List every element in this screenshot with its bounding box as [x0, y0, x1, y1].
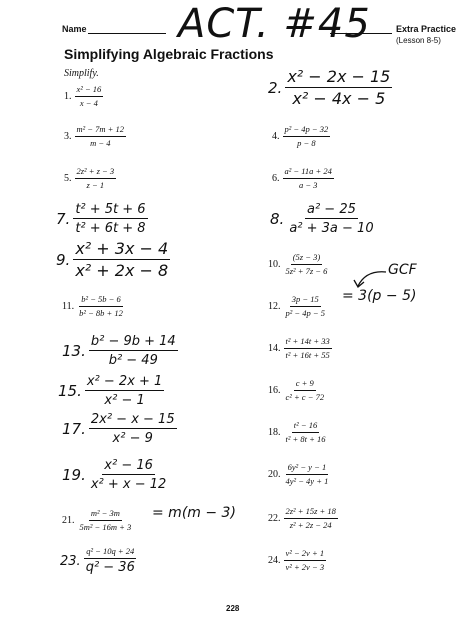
denominator: z² + 2z − 24: [289, 520, 332, 530]
problem-number: 9.: [56, 251, 71, 269]
denominator: b² − 8b + 12: [79, 308, 123, 318]
numerator: 2x² − x − 15: [90, 412, 175, 427]
problem-6: [272, 166, 334, 191]
fraction: [89, 334, 178, 368]
problem-11: [62, 294, 125, 319]
denominator: x² + 2x − 8: [75, 261, 169, 280]
problem-22: [268, 506, 338, 531]
problem-number: 5.: [64, 173, 72, 184]
problem-number: 8.: [270, 210, 285, 228]
numerator: t² + 5t + 6: [75, 202, 146, 217]
name-label: Name: [62, 24, 87, 34]
fraction: [283, 166, 334, 191]
problem-number: 6.: [272, 173, 280, 184]
problem-10: [268, 252, 329, 277]
numerator: m² − 3m: [89, 508, 122, 521]
problem-number: 22.: [268, 513, 281, 524]
numerator: c + 9: [294, 378, 316, 391]
numerator: x² − 2x − 15: [287, 67, 391, 86]
name-line: [88, 33, 166, 34]
denominator: t² + 16t + 55: [285, 350, 330, 360]
fraction: [75, 124, 127, 149]
denominator: p − 8: [297, 138, 316, 148]
problem-number: 2.: [268, 79, 283, 97]
denominator: x − 4: [79, 98, 98, 108]
fraction: [284, 506, 338, 531]
denominator: x² − 1: [104, 393, 145, 408]
fraction: [283, 124, 331, 149]
problem-number: 10.: [268, 259, 281, 270]
fraction: [287, 202, 375, 236]
problem-number: 12.: [268, 301, 281, 312]
fraction: [284, 336, 332, 361]
numerator: x² − 16: [75, 84, 104, 97]
fraction: [284, 548, 327, 573]
fraction: [73, 240, 170, 280]
problem-number: 16.: [268, 385, 281, 396]
page-heading: Simplifying Algebraic Fractions: [64, 46, 274, 62]
numerator: x² − 16: [104, 458, 153, 473]
numerator: x² + 3x − 4: [75, 239, 169, 258]
denominator: q² − 36: [85, 560, 135, 575]
numerator: a² − 25: [307, 202, 356, 217]
numerator: 6y² − y − 1: [286, 462, 329, 475]
problem-15: [58, 374, 164, 408]
denominator: x² − 9: [112, 431, 153, 446]
denominator: 5m² − 16m + 3: [79, 522, 132, 532]
numerator: t² + 14t + 33: [284, 336, 332, 349]
denominator: 4y² − 4y + 1: [285, 476, 329, 486]
problem-3: [64, 124, 126, 149]
denominator: c² + c − 72: [285, 392, 325, 402]
fraction: [78, 508, 134, 533]
numerator: a² − 11a + 24: [283, 166, 334, 179]
fraction: [285, 68, 392, 108]
handwritten-title: ACT. #45: [178, 1, 371, 47]
numerator: x² − 2x + 1: [86, 374, 163, 389]
fraction: [75, 84, 104, 109]
denominator: x² + x − 12: [90, 477, 167, 492]
fraction: [77, 294, 125, 319]
problem-number: 24.: [268, 555, 281, 566]
problem-20: [268, 462, 330, 487]
fraction: [284, 252, 330, 277]
page-number: 228: [226, 604, 240, 613]
problem-number: 14.: [268, 343, 281, 354]
problem-7: [56, 202, 148, 236]
denominator: t² + 6t + 8: [75, 221, 146, 236]
fraction: [85, 374, 164, 408]
gcf-arrow-icon: [352, 266, 388, 290]
problem-number: 11.: [62, 301, 75, 312]
problem-2: [268, 68, 392, 108]
denominator: 5z² + 7z − 6: [285, 266, 328, 276]
problem-number: 3.: [64, 131, 72, 142]
numerator: m² − 7m + 12: [75, 124, 127, 137]
fraction: [73, 202, 147, 236]
problem-number: 1.: [64, 91, 72, 102]
denominator: m − 4: [90, 138, 111, 148]
fraction: [284, 420, 328, 445]
problem-number: 4.: [272, 131, 280, 142]
problem-number: 23.: [60, 553, 81, 569]
numerator: v² − 2v + 1: [284, 548, 327, 561]
problem-13: [62, 334, 178, 368]
instruction: Simplify.: [64, 68, 99, 79]
numerator: 2z² + 15z + 18: [284, 506, 338, 519]
fraction: [89, 458, 168, 492]
denominator: p² − 4p − 5: [285, 308, 326, 318]
gcf-note: GCF: [388, 262, 417, 278]
problem-19: [62, 458, 168, 492]
fraction: [84, 546, 137, 576]
problem-number: 7.: [56, 210, 71, 228]
problem-5: [64, 166, 116, 191]
numerator: p² − 4p − 32: [283, 124, 331, 137]
problem-14: [268, 336, 332, 361]
problem-9: [56, 240, 170, 280]
problem-number: 20.: [268, 469, 281, 480]
problem-23: [60, 546, 137, 576]
problem-1: [64, 84, 103, 109]
fraction: [89, 412, 177, 446]
problem-16: [268, 378, 326, 403]
problem-24: [268, 548, 326, 573]
numerator: (5z − 3): [291, 252, 322, 265]
denominator: x² − 4x − 5: [292, 89, 386, 108]
problem-number: 18.: [268, 427, 281, 438]
problem-12: [268, 294, 327, 319]
problem-17: [62, 412, 177, 446]
answer-12: = 3(p − 5): [342, 288, 417, 304]
denominator: a² + 3a − 10: [289, 221, 374, 236]
numerator: 2z² + z − 3: [75, 166, 117, 179]
fraction: [75, 166, 117, 191]
problem-number: 21.: [62, 515, 75, 526]
fraction: [284, 378, 327, 403]
lesson-label: (Lesson 8-5): [396, 36, 441, 45]
problem-number: 19.: [62, 466, 86, 484]
problem-8: [270, 202, 376, 236]
denominator: a − 3: [298, 180, 318, 190]
problem-number: 15.: [58, 382, 82, 400]
title-line: [330, 33, 392, 34]
fraction: [284, 462, 331, 487]
problem-21: [62, 508, 133, 533]
problem-4: [272, 124, 330, 149]
numerator: b² − 9b + 14: [90, 334, 176, 349]
denominator: v² + 2v − 3: [285, 562, 325, 572]
numerator: b² − 5b − 6: [79, 294, 123, 307]
numerator: q² − 10q + 24: [84, 546, 136, 559]
denominator: t² + 8t + 16: [285, 434, 326, 444]
problem-number: 17.: [62, 420, 86, 438]
numerator: 3p − 15: [290, 294, 321, 307]
answer-21: = m(m − 3): [152, 505, 236, 521]
denominator: z − 1: [86, 180, 105, 190]
problem-18: [268, 420, 328, 445]
problem-number: 13.: [62, 342, 86, 360]
denominator: b² − 49: [108, 353, 158, 368]
fraction: [284, 294, 328, 319]
numerator: t² − 16: [292, 420, 319, 433]
extra-practice-label: Extra Practice: [396, 24, 457, 34]
